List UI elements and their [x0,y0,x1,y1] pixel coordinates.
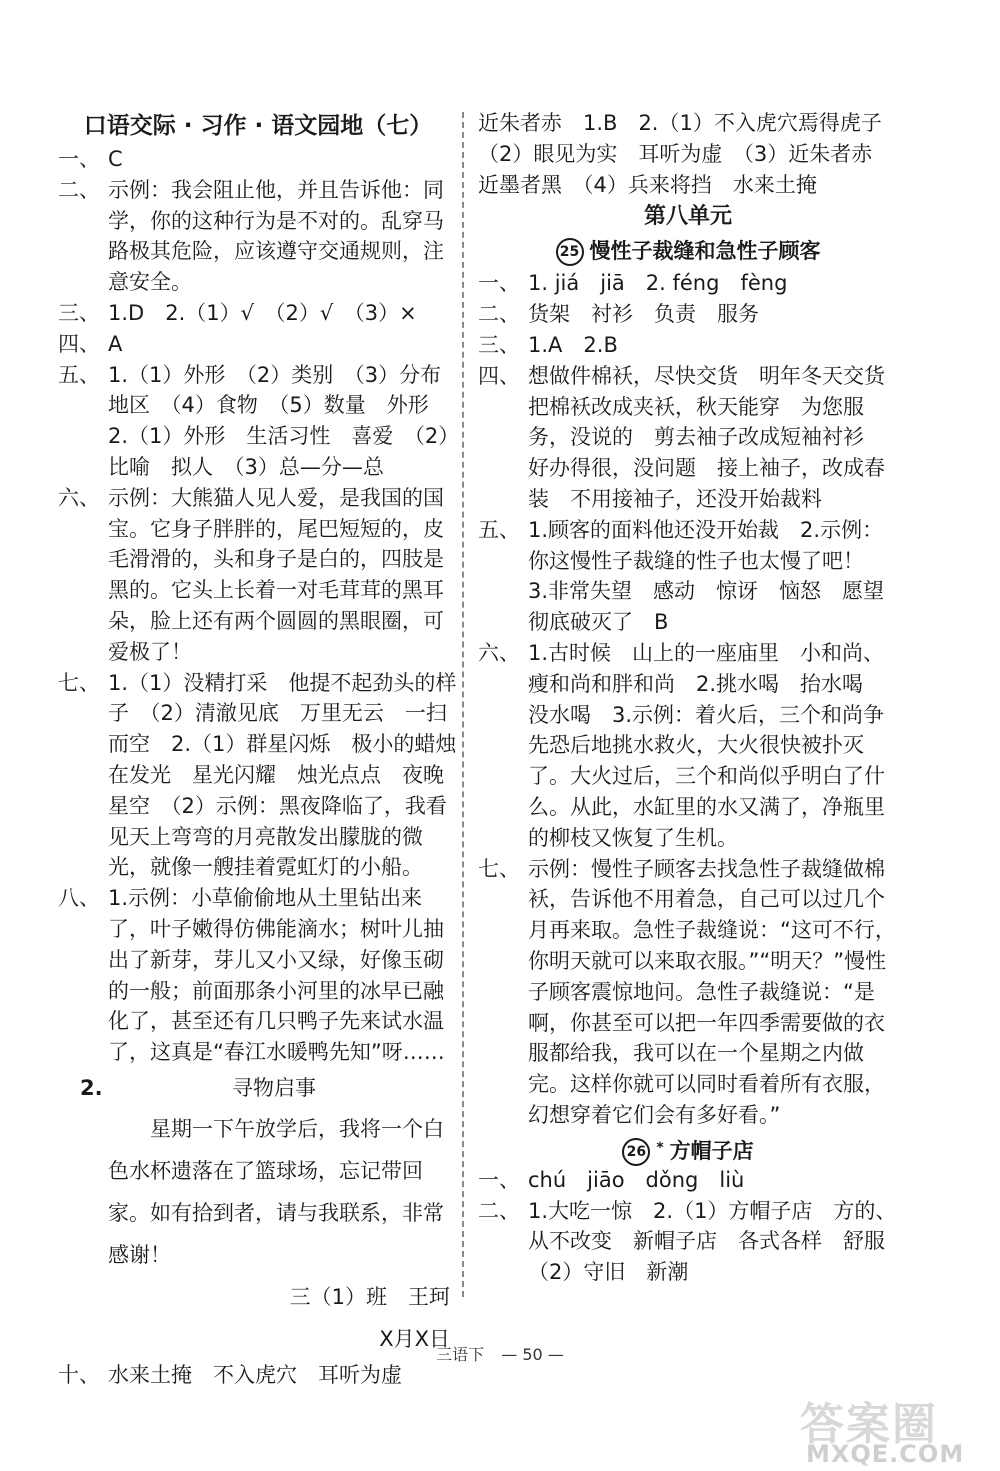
answer-label: 二、 [478,302,520,327]
left-column [58,108,458,1391]
answer-text: 1.（1）外形 （2）类别 （3）分布地区 （4）食物 （5）数量 外形 2.（1）外形 生活习性 喜爱 （2）比喻 拟人 （3）总—分—总 [108,362,450,479]
lesson-number-circle: 26 [622,1138,650,1166]
answer-text: 货架 衬衫 负责 服务 [528,302,759,327]
watermark-text: 答案圈 [800,1399,938,1450]
answer-item [58,144,458,175]
answer-label: 五、 [478,517,520,542]
answer-text: 示例：大熊猫人见人爱，是我国的国宝。它身子胖胖的，尾巴短短的，皮毛滑滑的，头和身子是白的，四肢是黑的。它头上长着一对毛茸茸的黑耳朵，脸上还有两个圆圆的黑眼圈，可爱极了！ [108,485,444,664]
lesson-25-title [478,234,898,268]
right-column [478,108,906,1288]
answer-label: 八、 [58,886,100,911]
answer-label: 六、 [478,640,520,665]
lesson-26-title [478,1131,898,1165]
notice-label: 2. [80,1075,103,1100]
lesson-number-circle: 25 [556,238,584,266]
answer-label: 二、 [58,177,100,202]
lesson-25-answers [478,268,906,1130]
notice-body: 星期一下午放学后，我将一个白色水杯遗落在了篮球场，忘记带回家。如有拾到者，请与我联系，非常感谢！ [108,1116,444,1267]
notice-header [58,1068,458,1108]
continued-answer: 近朱者赤 1.B 2.（1）不入虎穴焉得虎子 （2）眼见为实 耳听为虚 （3）近朱者赤 近墨者黑 （4）兵来将挡 水来土掩 [478,111,903,197]
answer-label: 一、 [58,147,100,171]
answer-label: 七、 [58,670,100,695]
answer-label: 三、 [478,332,520,357]
footer-page-number: — 50 — [501,1345,564,1364]
answer-text: C [108,147,123,171]
answer-label: 六、 [58,485,100,510]
unit-title: 第八单元 [643,204,732,230]
answer-item [58,329,458,360]
lesson-25-name: 慢性子裁缝和急性子顾客 [589,239,821,264]
page-footer [0,1342,1000,1365]
section-title: 口语交际 · 习作 · 语文园地（七） [83,113,433,139]
answer-item [478,361,906,515]
footer-subject: 三语下 [436,1345,485,1364]
answer-item [58,298,458,329]
answer-label: 三、 [58,300,100,325]
answer-text: 1. jiá jiā 2. féng fèng [528,271,788,296]
answer-text: 1.A 2.B [528,332,618,357]
notice-date: X月X日 [379,1326,450,1351]
answer-text: 1.示例：小草偷偷地从土里钻出来了，叶子嫩得仿佛能滴水；树叶儿抽出了新芽，芽儿又小又绿，好像玉砌的一般；前面那条小河里的冰早已融化了，甚至还有几只鸭子先来试水温了，这真是“春江水暖鸭先知”呀…… [108,886,445,1065]
answer-label: 七、 [478,856,520,881]
answer-label: 一、 [478,1167,520,1192]
watermark-subtext: MXQE.COM [806,1440,965,1468]
answer-label: 四、 [58,331,100,356]
answer-item [478,299,898,330]
answer-item [478,1165,898,1196]
answer-text: A [108,331,123,356]
left-answer-list [58,144,458,1068]
answer-text: 1.（1）没精打采 他提不起劲头的样子 （2）清澈见底 万里无云 一扫而空 2.（1）群星闪烁 极小的蜡烛在发光 星光闪耀 烛光点点 夜晚星空 （2）示例：黑夜降临了，我看见天上弯弯的月亮散发出朦胧的微光，就像一艘挂着霓虹灯的小船。 [108,670,457,880]
answer-item [58,483,458,668]
answer-text: chú jiāo dǒng liù [528,1167,745,1192]
answer-label: 二、 [478,1198,520,1223]
answer-text: 1.D 2.（1）√ （2）√ （3）× [108,300,417,325]
lesson-26-answers [478,1165,906,1288]
answer-text: 水来土掩 不入虎穴 耳听为虚 [108,1362,402,1387]
answer-text: 想做件棉袄，尽快交货 明年冬天交货 把棉袄改成夹袄，秋天能穿 为您服务，没说的 剪去袖子改成短袖衬衫 好办得很，没问题 接上袖子，改成春装 不用接袖子，还没开始裁料 [528,363,906,511]
answer-item [478,854,898,1131]
answer-label: 四、 [478,363,520,388]
answer-text: 1.顾客的面料他还没开始裁 2.示例：你这慢性子裁缝的性子也太慢了吧！ 3.非常失望 感动 惊讶 恼怒 愿望彻底破灭了 B [528,517,885,635]
star-mark: * [656,1139,664,1156]
lesson-26-name: 方帽子店 [669,1138,754,1163]
answer-item [478,638,898,854]
answer-item [58,360,458,483]
answer-label: 一、 [478,271,520,296]
notice-signature: 三（1）班 王珂 [289,1284,450,1309]
answer-text: 示例：我会阻止他，并且告诉他：同学，你的这种行为是不对的。乱穿马路极其危险，应该遵守交通规则，注意安全。 [108,177,444,295]
answer-text: 1.古时候 山上的一座庙里 小和尚、瘦和尚和胖和尚 2.挑水喝 抬水喝 没水喝 3.示例：着火后，三个和尚争先恐后地挑水救火，大火很快被扑灭了。大火过后，三个和尚似乎明白了什么。从此，水缸里的水又满了，净瓶里的柳枝又恢复了生机。 [528,640,885,850]
answer-item [478,268,898,299]
watermark-logo [800,1388,1000,1471]
answer-text: 1.大吃一惊 2.（1）方帽子店 方的、从不改变 新帽子店 各式各样 舒服 （2）守旧 新潮 [528,1198,906,1285]
answer-item [58,668,458,884]
answer-text: 示例：慢性子顾客去找急性子裁缝做棉袄，告诉他不用着急，自己可以过几个月再来取。急性子裁缝说：“这可不行，你明天就可以来取衣服。”“明天？”慢性子顾客震惊地问。急性子裁缝说：“是啊，你甚至可以把一年四季需要做的衣服都给我，我可以在一个星期之内做完。这样你就可以同时看着所有衣服，幻想穿着它们会有多好看。” [528,856,896,1127]
notice-title: 寻物启事 [232,1075,316,1100]
column-divider [462,112,464,1297]
answer-item [478,330,898,361]
answer-item [58,883,458,1068]
answer-label: 十、 [58,1362,100,1387]
answer-item [478,1196,906,1288]
answer-label: 五、 [58,362,100,387]
answer-item [478,515,898,638]
answer-item [58,175,458,298]
